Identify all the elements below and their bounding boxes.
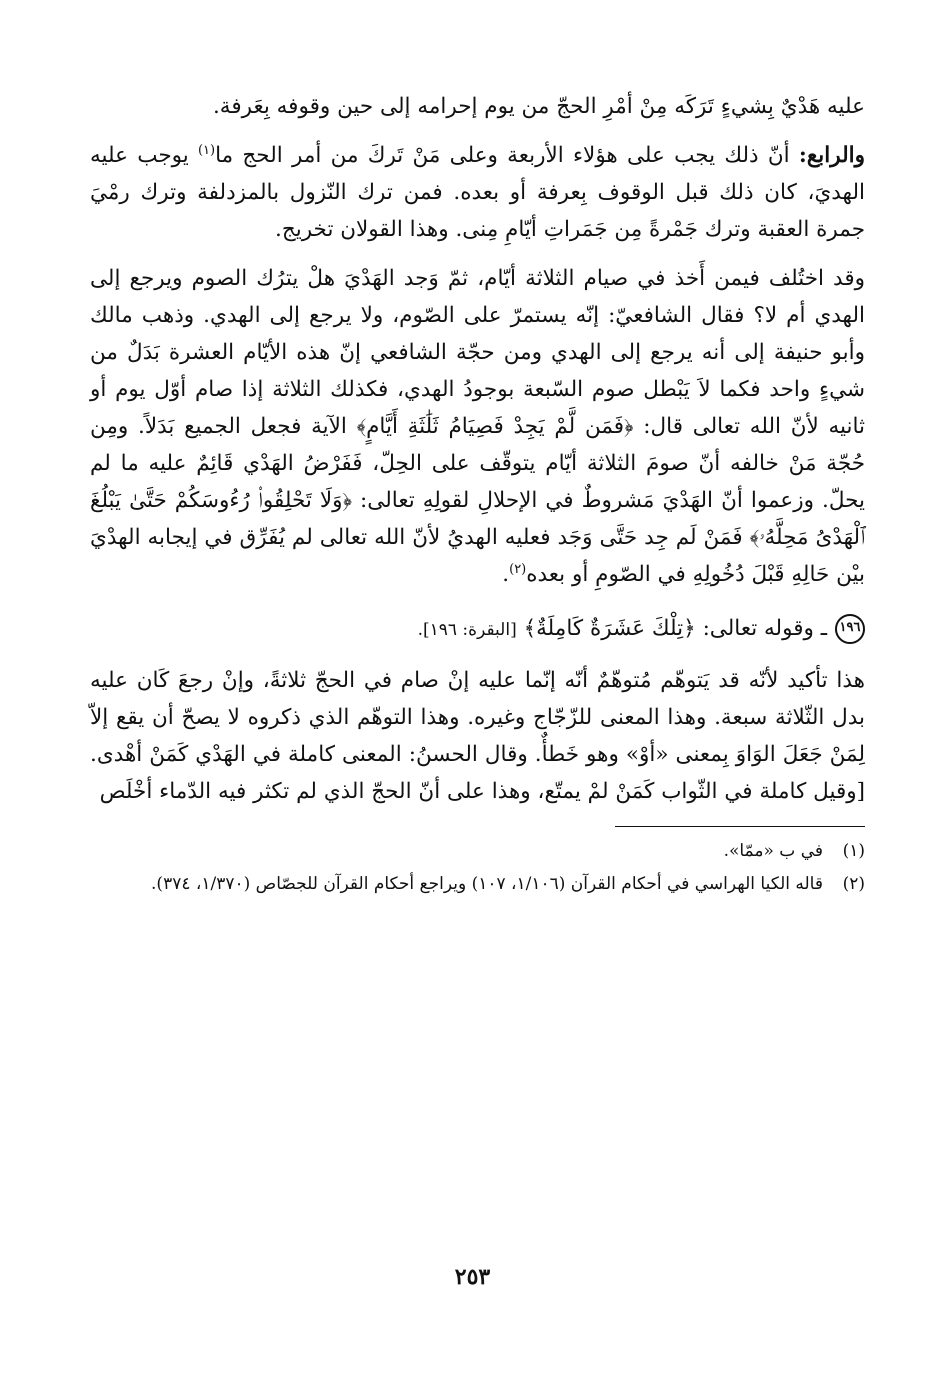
footnote-ref-1[interactable]: (١) — [197, 142, 216, 158]
paragraph-3-text-b: . — [502, 562, 510, 587]
footnote-1-label: (١) — [842, 841, 865, 861]
footnote-1-text: في ب «ممّا». — [723, 841, 823, 861]
verse-text: ـ وقوله تعالى: ﴿تِلْكَ عَشَرَةٌ كَامِلَةٌ﴾ — [523, 616, 827, 641]
paragraph-2-text-a: أنّ ذلك يجب على هؤلاء الأربعة وعلى مَنْ تَركَ من أمر الحج ما — [215, 143, 799, 168]
footnote-2 — [90, 870, 865, 899]
footnote-ref-2[interactable]: (٢) — [509, 561, 527, 577]
paragraph-2-lead: والرابع: — [798, 143, 865, 168]
paragraph-2-text-b: يوجب عليه الهديَ، كان ذلك قبل الوقوف بِعرفة أو بعده. فمن ترك النّزول بالمزدلفة وترك رمْيَ جمرة العقبة وترك جَمْرةً مِن جَمَراتِ أيّامِ مِنى. وهذا القولان تخريج. — [90, 143, 865, 242]
footnotes — [90, 837, 865, 899]
paragraph-3-text-a: وقد اختُلف فيمن أَخذ في صيام الثلاثة أيّام، ثمّ وَجد الهَدْيَ هلْ يترُك الصوم ويرجع إلى الهدي أم لا؟ فقال الشافعيّ: إنّه يستمرّ على الصّوم، ولا يرجع إلى الهدي. وذهب مالك وأبو حنيفة إلى أنه يرجع إلى الهدي ومن حجّة الشافعي إنّ هذه الأيّام العشرة بَدَلٌ من شيءٍ واحد فكما لاَ يَبْطل صوم السّبعة بوجودُ الهدي، فكذلك الثلاثة إذا صام أوّل يوم أو ثانيه لأنّ الله تعالى قال: ﴿فَمَن لَّمْ يَجِدْ فَصِيَامُ ثَلَٰثَةِ أَيَّامٍ﴾ الآية فجعل الجميع بَدَلاً. ومِن حُجّة مَنْ خالفه أنّ صومَ الثلاثة أيّام يتوقّف على الحِلّ، فَفَرْضُ الهَدْي قَائِمٌ عليه ما لم يحلّ. وزعموا أنّ الهَدْيَ مَشروطٌ في الإحلالِ لقولِهِ تعالى: ﴿وَلَا تَحْلِقُوا۟ رُءُوسَكُمْ حَتَّىٰ يَبْلُغَ ٱلْهَدْىُ مَحِلَّهُۥ﴾ فَمَنْ لَم جِد حَتَّى وَجَد فعليه الهديُ لأنّ الله تعالى لم يُفَرِّق في إيجابه الهدْيَ بيْن حَالِهِ قَبْلَ دُخُولِهِ في الصّومِ أو بعده — [90, 266, 866, 587]
footnote-separator — [615, 826, 865, 827]
paragraph-1-text: عليه هَدْيٌ بِشيءٍ تَرَكَه مِنْ أمْرِ الحجّ من يوم إحرامه إلى حين وقوفه بِعَرفة. — [212, 94, 865, 119]
paragraph-2 — [90, 137, 865, 248]
verse-number-badge: ١٩٦ — [835, 614, 865, 644]
paragraph-4 — [90, 662, 865, 810]
page-body — [90, 88, 865, 903]
paragraph-1 — [90, 88, 865, 125]
footnote-2-text: قاله الكيا الهراسي في أحكام القرآن (١/١٠٦، ١٠٧) ويراجع أحكام القرآن للجصّاص (١/٣٧٠، ٣٧٤). — [151, 874, 823, 894]
page-number: ٢٥٣ — [454, 1264, 491, 1290]
footnote-2-label: (٢) — [842, 874, 865, 894]
paragraph-3 — [90, 260, 865, 593]
verse-reference: [البقرة: ١٩٦]. — [417, 620, 517, 640]
footnote-1 — [90, 837, 865, 866]
verse-heading — [90, 609, 865, 650]
paragraph-4-text: هذا تأكيد لأنّه قد يَتوهّم مُتوهّمٌ أنّه إنّما عليه إنْ صام في الحجّ ثلاثةً، وإنْ رجعَ كَان عليه بدل الثّلاثة سبعة. وهذا المعنى للزّجّاج وغيره. وهذا التوهّم الذي ذكروه لا يصحّ أن يقع إلاّ لِمَنْ جَعَلَ الوَاوَ بِمعنى «أوْ» وهو خَطأٌ. وقال الحسنُ: المعنى كاملة في الهَدْي كَمَنْ أهْدى. [وقيل كاملة في الثّواب كَمَنْ لمْ يمتّع، وهذا على أنّ الحجّ الذي لم تكثر فيه الدّماء أخْلَص — [90, 668, 865, 804]
